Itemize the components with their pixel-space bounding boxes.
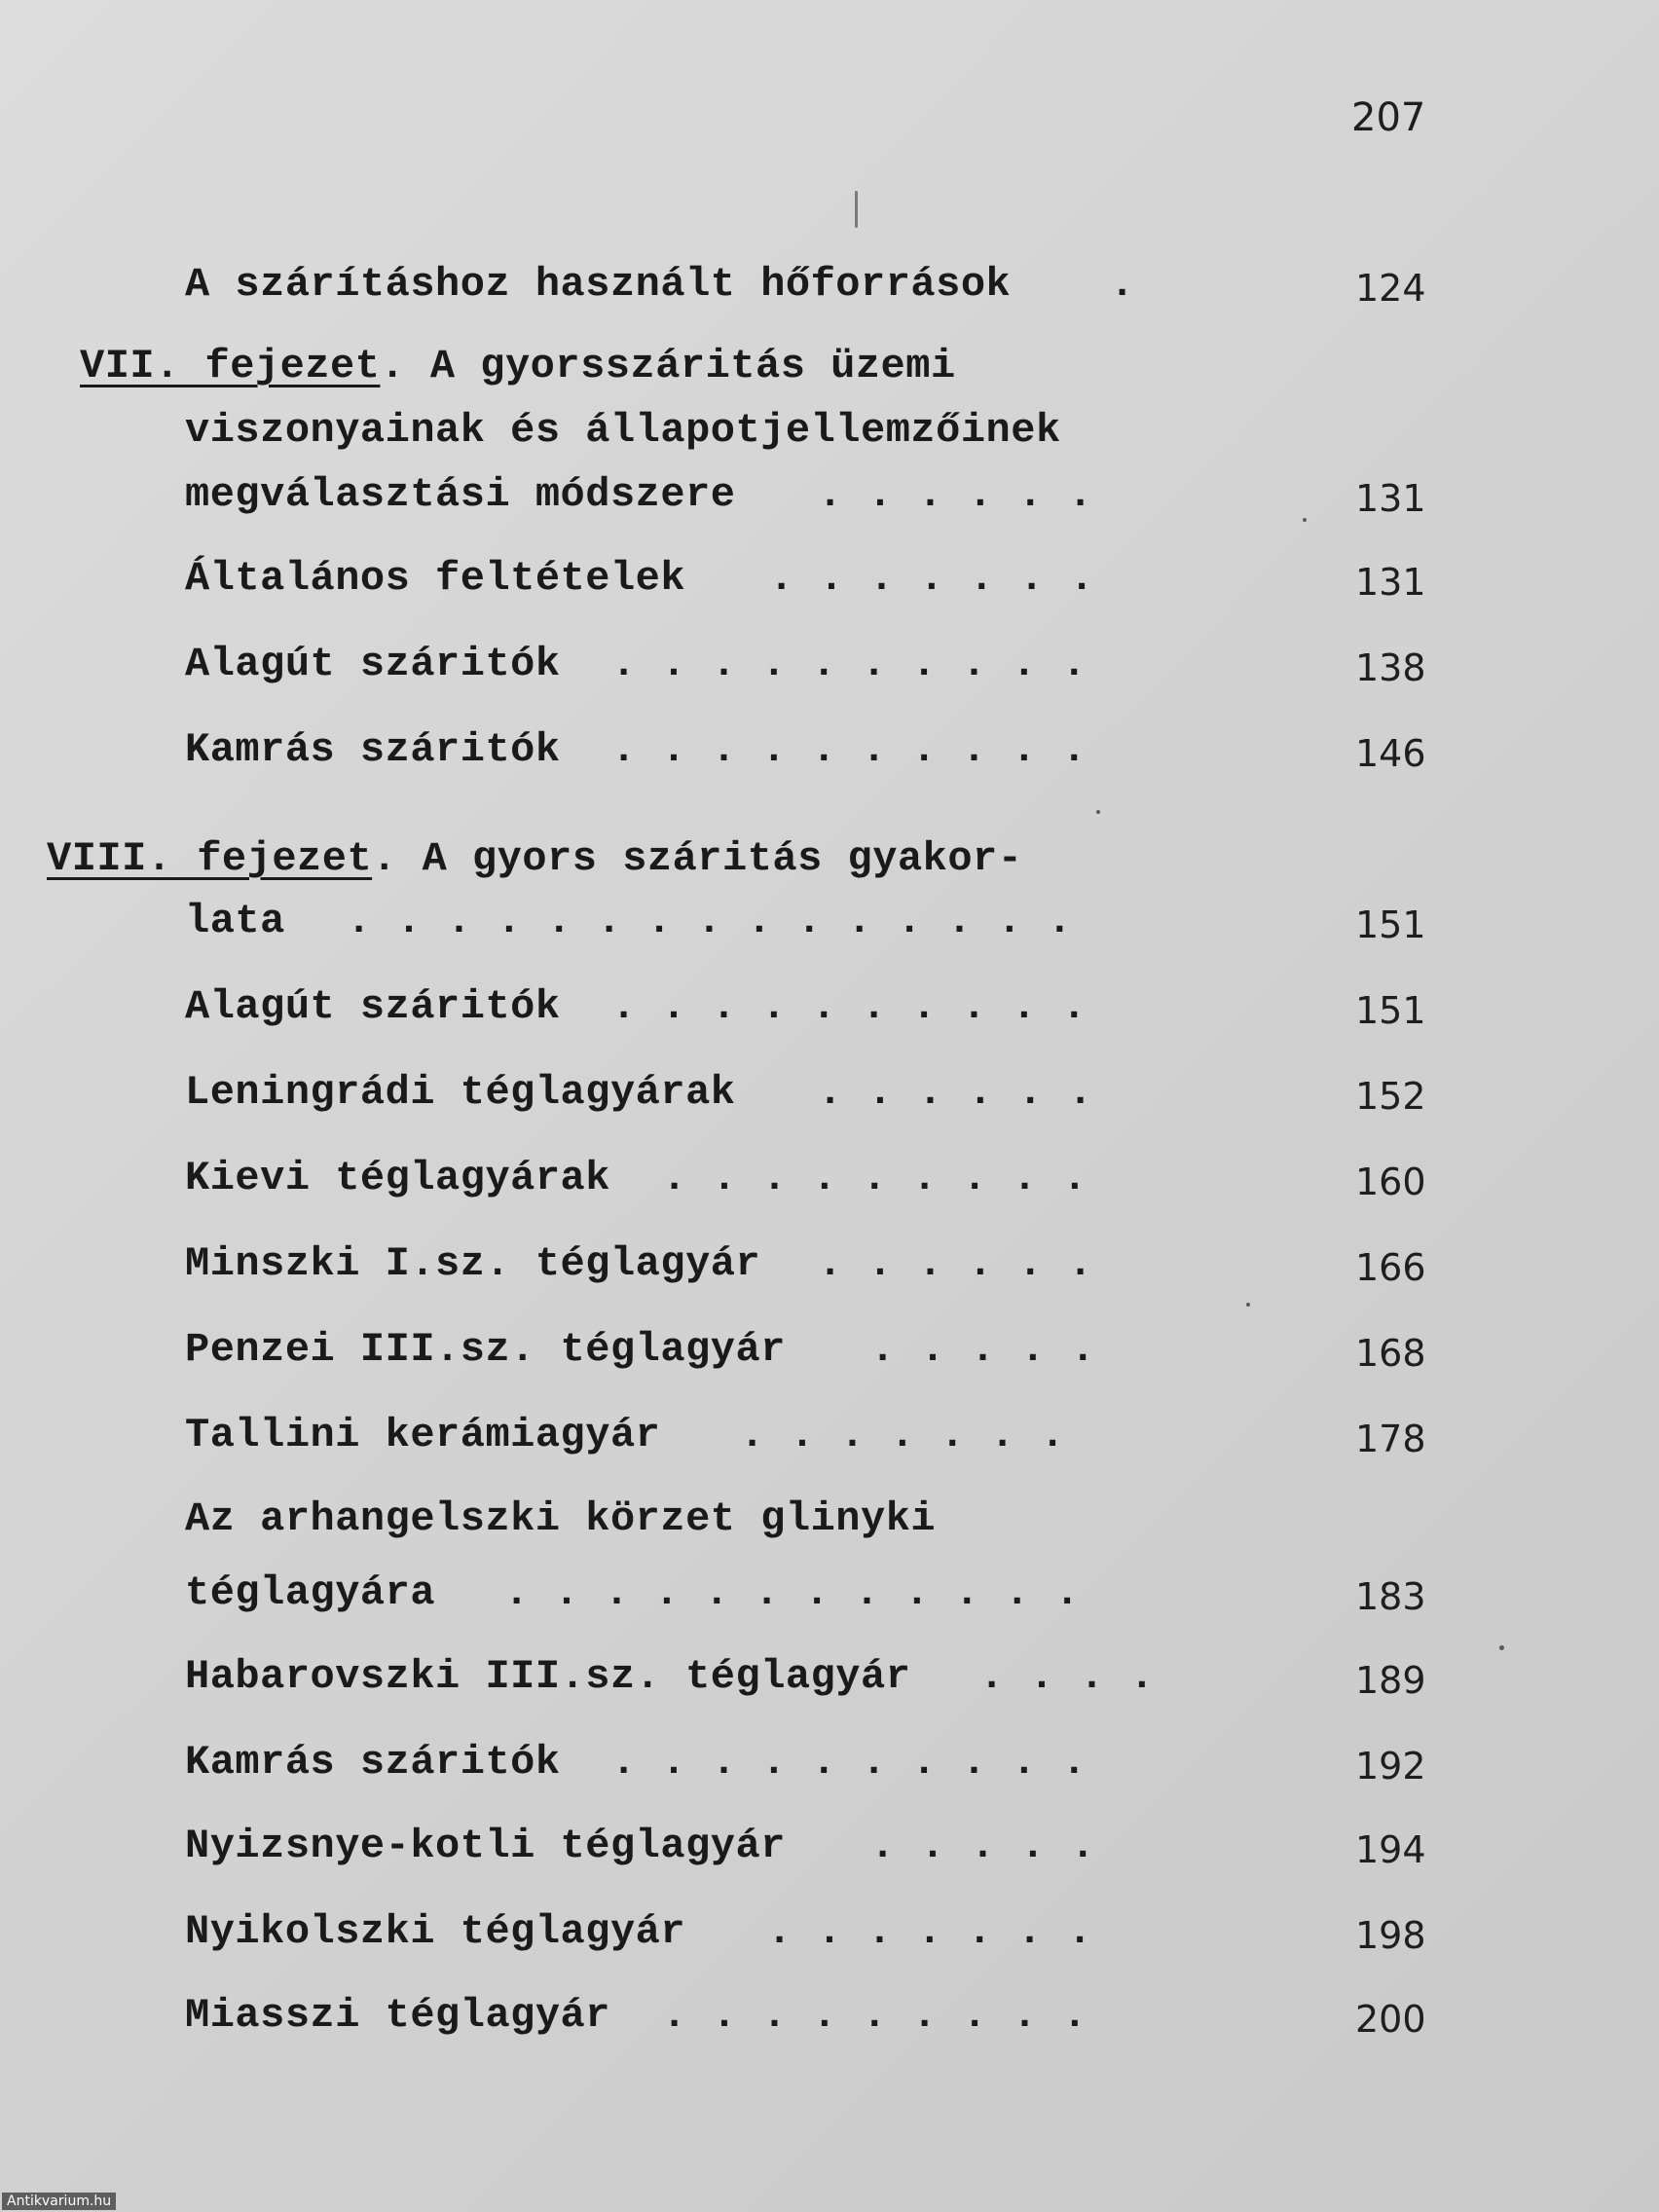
toc-entry-page: 151 (1355, 989, 1426, 1032)
toc-entry-page: 131 (1355, 561, 1426, 604)
toc-entry (0, 1569, 1659, 1628)
paper-speck (1096, 810, 1100, 814)
toc-entry (0, 1155, 1659, 1213)
toc-dot-leader: . . . . . . (818, 471, 1093, 518)
toc-dot-leader: . . . . . . . . . . (611, 641, 1088, 687)
toc-dot-leader: . . . . . . (818, 1069, 1093, 1116)
toc-dot-leader: . . . . . . . . . (662, 1992, 1088, 2039)
toc-entry-title: Leningrádi téglagyárak (185, 1069, 736, 1116)
toc-entry (0, 261, 1659, 319)
toc-dot-leader: . (1110, 261, 1135, 308)
toc-entry (0, 1823, 1659, 1881)
toc-entry-page: 183 (1355, 1575, 1426, 1618)
toc-dot-leader: . . . . . . . (769, 555, 1095, 602)
toc-entry-page: 189 (1355, 1659, 1426, 1702)
toc-dot-leader: . . . . . . (818, 1240, 1093, 1287)
toc-entry-title: Penzei III.sz. téglagyár (185, 1326, 786, 1373)
toc-entry-page: 138 (1355, 646, 1426, 689)
toc-dot-leader: . . . . . . . (767, 1908, 1093, 1955)
paper-speck (1246, 1303, 1250, 1307)
toc-entry (0, 1739, 1659, 1797)
toc-entry (0, 1653, 1659, 1712)
toc-entry (0, 1326, 1659, 1384)
toc-entry (0, 1992, 1659, 2050)
toc-entry (0, 898, 1659, 956)
toc-entry-title-line: Az arhangelszki körzet glinyki (185, 1495, 937, 1542)
toc-dot-leader: . . . . . . . (740, 1412, 1066, 1458)
paper-speck (1499, 1645, 1504, 1650)
toc-dot-leader: . . . . . . . . . . . . (504, 1569, 1081, 1616)
toc-entry-title: Kamrás száritók (185, 1739, 561, 1786)
toc-entry-title: Miasszi téglagyár (185, 1992, 610, 2039)
toc-entry-title-line: viszonyainak és állapotjellemzőinek (185, 407, 1061, 454)
toc-entry-title: megválasztási módszere (185, 471, 736, 518)
toc-dot-leader: . . . . . . . . . . (611, 983, 1088, 1030)
toc-entry-page: 131 (1355, 477, 1426, 520)
toc-entry-title: Kievi téglagyárak (185, 1155, 610, 1201)
chapter-title: . A gyorsszáritás üzemi (380, 343, 956, 389)
chapter-label: VII. fejezet (80, 343, 381, 389)
toc-entry-page: 166 (1355, 1246, 1426, 1289)
toc-entry-title: Nyikolszki téglagyár (185, 1908, 686, 1955)
toc-dot-leader: . . . . . (870, 1823, 1096, 1869)
toc-entry-page: 168 (1355, 1332, 1426, 1375)
chapter-heading (0, 835, 1659, 894)
toc-entry-title: Minszki I.sz. téglagyár (185, 1240, 761, 1287)
toc-entry-page: 194 (1355, 1828, 1426, 1871)
toc-entry-page: 152 (1355, 1075, 1426, 1118)
toc-entry-title: Kamrás száritók (185, 726, 561, 773)
toc-entry-title: A szárításhoz használt hőforrások (185, 261, 1012, 308)
toc-dot-leader: . . . . . . . . . . . . . . . (347, 898, 1073, 944)
toc-entry (0, 641, 1659, 699)
toc-dot-leader: . . . . . . . . . (662, 1155, 1088, 1201)
toc-entry-title: Habarovszki III.sz. téglagyár (185, 1653, 911, 1700)
toc-dot-leader: . . . . . . . . . . (611, 726, 1088, 773)
toc-entry-page: 200 (1355, 1998, 1426, 2041)
page-number: 207 (1351, 95, 1426, 140)
toc-dot-leader: . . . . (979, 1653, 1155, 1700)
toc-entry-page: 151 (1355, 903, 1426, 946)
watermark: Antikvarium.hu (2, 2193, 116, 2210)
toc-entry-page: 198 (1355, 1914, 1426, 1957)
toc-entry (0, 1412, 1659, 1470)
toc-entry-title: Alagút száritók (185, 983, 561, 1030)
toc-entry-title: Általános feltételek (185, 555, 686, 602)
toc-entry (0, 726, 1659, 785)
toc-dot-leader: . . . . . (870, 1326, 1096, 1373)
toc-entry (0, 1069, 1659, 1127)
toc-entry-title: Nyizsnye-kotli téglagyár (185, 1823, 786, 1869)
toc-dot-leader: . . . . . . . . . . (611, 1739, 1088, 1786)
chapter-title: . A gyors száritás gyakor- (372, 835, 1023, 882)
toc-entry-page: 146 (1355, 732, 1426, 775)
toc-entry-title: Alagút száritók (185, 641, 561, 687)
chapter-heading (0, 343, 1659, 401)
toc-entry-title: téglagyára (185, 1569, 436, 1616)
toc-entry (0, 471, 1659, 530)
chapter-label: VIII. fejezet (47, 835, 373, 882)
toc-entry-title: lata (185, 898, 285, 944)
toc-entry (0, 1908, 1659, 1967)
toc-entry (0, 555, 1659, 613)
toc-entry-page: 192 (1355, 1745, 1426, 1788)
toc-entry-title: Tallini kerámiagyár (185, 1412, 661, 1458)
paper-speck (1303, 518, 1307, 522)
paper-scratch (855, 191, 858, 228)
toc-entry-page: 124 (1355, 267, 1426, 310)
toc-entry-page: 178 (1355, 1418, 1426, 1460)
toc-entry (0, 1240, 1659, 1299)
toc-entry (0, 983, 1659, 1042)
toc-entry-page: 160 (1355, 1161, 1426, 1203)
